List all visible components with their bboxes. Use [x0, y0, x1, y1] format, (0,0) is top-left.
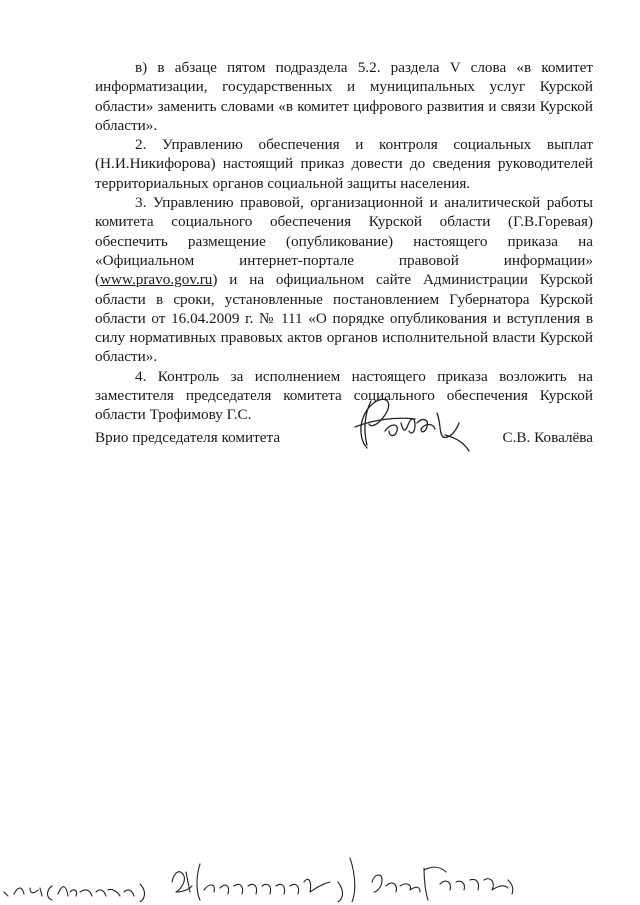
paragraph-item-2: 2. Управлению обеспечения и контроля социальных выплат (Н.И.Никифорова) настоящий приказ довести до сведения руководителей территориальных органов социальной защиты населения.	[95, 136, 593, 192]
document-body	[95, 58, 593, 425]
signatory-name: С.В. Ковалёва	[502, 429, 593, 446]
paragraph-item-3	[95, 193, 593, 367]
paragraph-item-3-part1: 3. Управлению правовой, организационной и аналитической работы комитета социального обеспечения Курской области (Г.В.Горевая) обеспечить размещение (опубликование) настоящего приказа на «Официальном интернет-портале правовой информации» (	[95, 194, 593, 289]
paragraph-item-3-part2: ) и на официальном сайте Администрации Курской области в сроки, установленные постановлением Губернатора Курской области от 16.04.2009 г. № 111 «О порядке опубликования и вступления в силу нормативных правовых актов органов исполнительной власти Курской области».	[95, 271, 593, 366]
paragraph-item-4: 4. Контроль за исполнением настоящего приказа возложить на заместителя председателя комитета социального обеспечения Курской области Трофимову Г.С.	[95, 367, 593, 424]
pravo-link[interactable]: www.pravo.gov.ru	[100, 271, 213, 289]
signature-row	[95, 423, 593, 447]
handwritten-signature	[345, 393, 475, 455]
handwritten-notes	[0, 852, 640, 902]
signatory-title: Врио председателя комитета	[95, 429, 281, 446]
paragraph-amendment: в) в абзаце пятом подраздела 5.2. раздела V слова «в комитет информатизации, государственных и муниципальных услуг Курской области» заменить словами «в комитет цифрового развития и связи Курской области».	[95, 59, 593, 134]
